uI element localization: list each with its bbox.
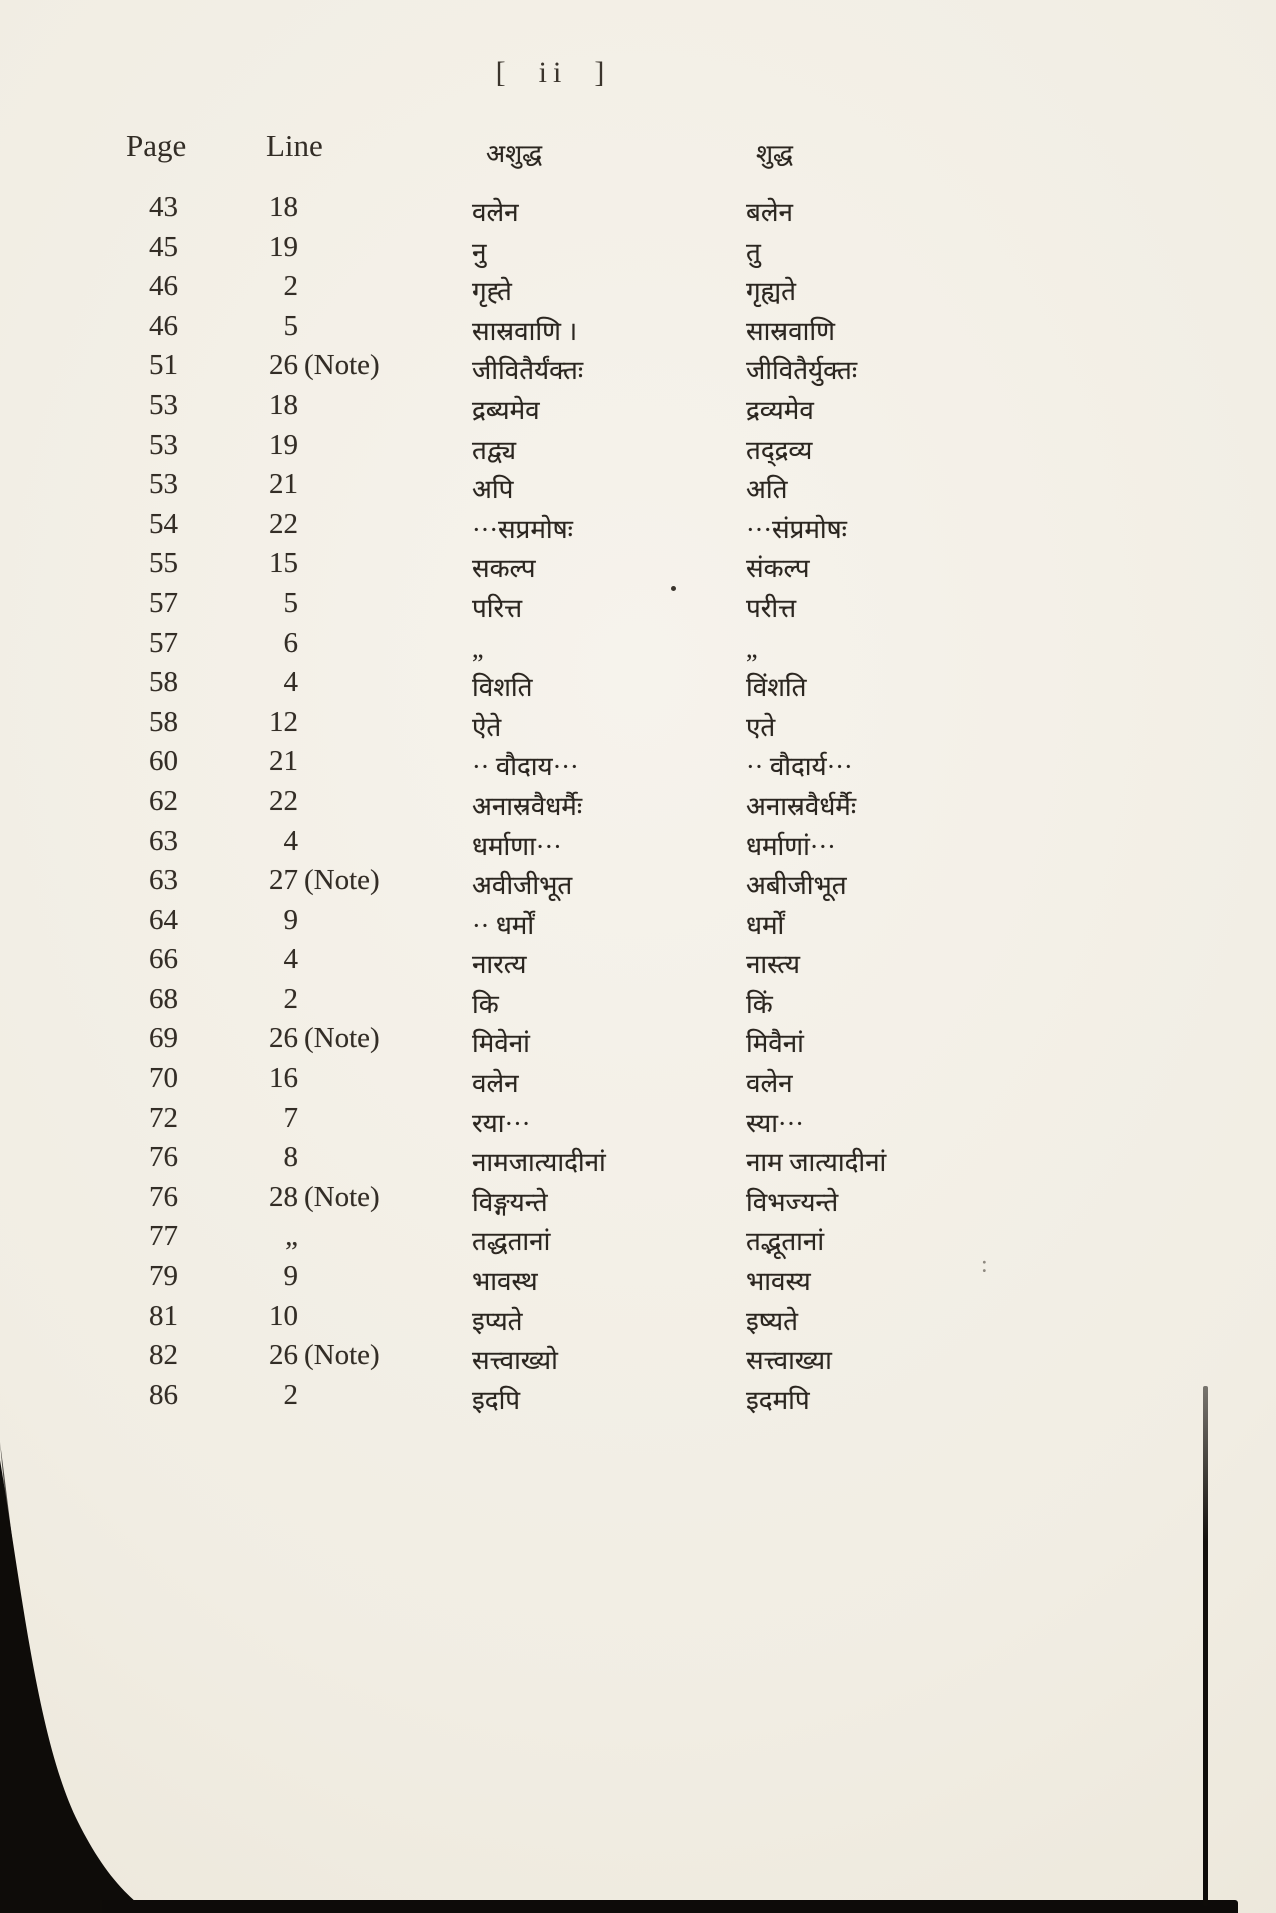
incorrect-cell: कि bbox=[472, 989, 499, 1019]
page-cell: 43 bbox=[149, 191, 178, 223]
column-header-line: Line bbox=[266, 128, 323, 163]
note-cell: (Note) bbox=[304, 1180, 380, 1213]
correct-cell: तद्भूतानां bbox=[746, 1227, 825, 1257]
line-cell: 6 bbox=[283, 626, 298, 659]
correct-cell: धर्माणां··· bbox=[746, 831, 836, 861]
incorrect-cell: विशति bbox=[472, 673, 533, 703]
table-row bbox=[0, 1380, 1276, 1420]
line-cell: 22 bbox=[269, 784, 298, 817]
table-row bbox=[0, 1103, 1276, 1143]
page-cell: 58 bbox=[149, 666, 178, 699]
page-cell: 53 bbox=[149, 468, 178, 501]
table-row bbox=[0, 1261, 1276, 1301]
line-cell: 12 bbox=[269, 705, 298, 738]
incorrect-cell: सत्त्वाख्यो bbox=[472, 1346, 558, 1376]
line-cell: 18 bbox=[269, 191, 298, 223]
correct-cell: धर्मों bbox=[746, 910, 785, 940]
incorrect-cell: ···सप्रमोषः bbox=[472, 514, 573, 544]
line-cell: 16 bbox=[269, 1062, 298, 1095]
incorrect-cell: गृह्ते bbox=[472, 277, 512, 307]
note-cell: (Note) bbox=[304, 864, 380, 897]
table-row bbox=[0, 1301, 1276, 1341]
page-cell: 57 bbox=[149, 586, 178, 619]
table-row bbox=[0, 1023, 1276, 1063]
incorrect-cell: सकल्प bbox=[472, 554, 536, 584]
scan-corner-smudge bbox=[0, 1442, 160, 1913]
correct-cell: वलेन bbox=[746, 1069, 793, 1099]
table-row bbox=[0, 469, 1276, 509]
correct-cell: सत्त्वाख्या bbox=[746, 1346, 832, 1376]
line-cell: 8 bbox=[283, 1141, 298, 1174]
correct-cell: इदमपि bbox=[746, 1385, 810, 1415]
table-row bbox=[0, 232, 1276, 272]
table-row bbox=[0, 1142, 1276, 1182]
correct-cell: „ bbox=[746, 633, 758, 663]
page-cell: 66 bbox=[149, 943, 178, 976]
line-cell: 19 bbox=[269, 230, 298, 263]
page-cell: 86 bbox=[149, 1378, 178, 1411]
incorrect-cell: इप्यते bbox=[472, 1306, 523, 1336]
line-cell: 10 bbox=[269, 1299, 298, 1332]
page-cell: 63 bbox=[149, 824, 178, 857]
correct-cell: भावस्य bbox=[746, 1267, 811, 1297]
line-cell: „ bbox=[285, 1220, 298, 1253]
incorrect-cell: धर्माणा··· bbox=[472, 831, 562, 861]
correct-cell: स्या··· bbox=[746, 1108, 804, 1138]
correct-cell: संकल्प bbox=[746, 554, 810, 584]
incorrect-cell: द्रब्यमेव bbox=[472, 395, 540, 425]
folio-page-number: [ ii ] bbox=[495, 56, 611, 89]
page-cell: 69 bbox=[149, 1022, 178, 1055]
column-header-page: Page bbox=[126, 128, 187, 163]
table-row bbox=[0, 1340, 1276, 1380]
table-row bbox=[0, 944, 1276, 984]
incorrect-cell: सास्रवाणि । bbox=[472, 316, 578, 346]
table-row bbox=[0, 865, 1276, 905]
line-cell: 2 bbox=[283, 1378, 298, 1411]
page-cell: 64 bbox=[149, 903, 178, 936]
table-row bbox=[0, 350, 1276, 390]
note-cell: (Note) bbox=[304, 1339, 380, 1372]
line-cell: 22 bbox=[269, 507, 298, 540]
table-row bbox=[0, 192, 1276, 232]
correct-cell: अबीजीभूत bbox=[746, 871, 847, 901]
line-cell: 15 bbox=[269, 547, 298, 580]
incorrect-cell: परित्त bbox=[472, 593, 523, 623]
page-cell: 45 bbox=[149, 230, 178, 263]
incorrect-cell: ·· धर्मों bbox=[472, 910, 535, 940]
page-cell: 72 bbox=[149, 1101, 178, 1134]
page-cell: 81 bbox=[149, 1299, 178, 1332]
line-cell: 2 bbox=[283, 270, 298, 303]
page-cell: 68 bbox=[149, 982, 178, 1015]
correct-cell: जीवितैर्युक्तः bbox=[746, 356, 858, 386]
line-cell: 9 bbox=[283, 903, 298, 936]
table-row bbox=[0, 588, 1276, 628]
table-row bbox=[0, 707, 1276, 747]
incorrect-cell: अनास्रवैधर्मैः bbox=[472, 791, 583, 821]
page-cell: 76 bbox=[149, 1180, 178, 1213]
errata-table bbox=[0, 192, 1276, 1419]
page-cell: 82 bbox=[149, 1339, 178, 1372]
page-cell: 55 bbox=[149, 547, 178, 580]
line-cell: 2 bbox=[283, 982, 298, 1015]
incorrect-cell: वलेन bbox=[472, 198, 519, 227]
scan-bottom-edge-bar bbox=[102, 1900, 1238, 1913]
correct-cell: द्रव्यमेव bbox=[746, 395, 814, 425]
table-row bbox=[0, 786, 1276, 826]
page-cell: 62 bbox=[149, 784, 178, 817]
page-cell: 63 bbox=[149, 864, 178, 897]
line-cell: 9 bbox=[283, 1260, 298, 1293]
table-row bbox=[0, 905, 1276, 945]
incorrect-cell: भावस्थ bbox=[472, 1267, 538, 1297]
page-cell: 76 bbox=[149, 1141, 178, 1174]
correct-cell: विंशति bbox=[746, 673, 807, 703]
correct-cell: अनास्रवैर्धर्मैः bbox=[746, 791, 857, 821]
correct-cell: इष्यते bbox=[746, 1306, 798, 1336]
table-row bbox=[0, 1063, 1276, 1103]
line-cell: 26 bbox=[269, 1339, 298, 1372]
note-cell: (Note) bbox=[304, 349, 380, 382]
incorrect-cell: रया··· bbox=[472, 1108, 531, 1138]
correct-cell: मिवैनां bbox=[746, 1029, 804, 1059]
incorrect-cell: नारत्य bbox=[472, 950, 527, 980]
line-cell: 26 bbox=[269, 1022, 298, 1055]
table-row bbox=[0, 430, 1276, 470]
table-row bbox=[0, 311, 1276, 351]
page-cell: 53 bbox=[149, 428, 178, 461]
incorrect-cell: नु bbox=[472, 237, 487, 267]
table-row bbox=[0, 271, 1276, 311]
correct-cell: बलेन bbox=[746, 198, 793, 227]
line-cell: 21 bbox=[269, 745, 298, 778]
table-row bbox=[0, 826, 1276, 866]
table-row bbox=[0, 667, 1276, 707]
incorrect-cell: अवीजीभूत bbox=[472, 871, 573, 901]
correct-cell: गृह्यते bbox=[746, 277, 796, 307]
line-cell: 26 bbox=[269, 349, 298, 382]
table-row bbox=[0, 390, 1276, 430]
line-cell: 27 bbox=[269, 864, 298, 897]
incorrect-cell: „ bbox=[472, 633, 484, 663]
correct-cell: सास्रवाणि bbox=[746, 316, 835, 346]
correct-cell: अति bbox=[746, 475, 788, 505]
correct-cell: विभज्यन्ते bbox=[746, 1187, 839, 1217]
column-header-correct: शुद्ध bbox=[756, 141, 793, 168]
incorrect-cell: तद्व्य bbox=[472, 435, 516, 465]
scan-ink-speck bbox=[671, 586, 676, 591]
line-cell: 28 bbox=[269, 1180, 298, 1213]
page-cell: 53 bbox=[149, 388, 178, 421]
incorrect-cell: मिवेनां bbox=[472, 1029, 530, 1059]
incorrect-cell: ऐते bbox=[472, 712, 502, 742]
correct-cell: परीत्त bbox=[746, 593, 797, 623]
incorrect-cell: विङ्गयन्ते bbox=[472, 1187, 548, 1217]
line-cell: 7 bbox=[283, 1101, 298, 1134]
incorrect-cell: इदपि bbox=[472, 1385, 521, 1415]
line-cell: 18 bbox=[269, 388, 298, 421]
correct-cell: तु bbox=[746, 237, 761, 267]
page-cell: 51 bbox=[149, 349, 178, 382]
line-cell: 5 bbox=[283, 309, 298, 342]
line-cell: 19 bbox=[269, 428, 298, 461]
correct-cell: नास्त्य bbox=[746, 950, 800, 980]
page-cell: 46 bbox=[149, 270, 178, 303]
correct-cell: ···संप्रमोषः bbox=[746, 514, 847, 544]
incorrect-cell: वलेन bbox=[472, 1069, 519, 1099]
correct-cell: एते bbox=[746, 712, 776, 742]
scan-faint-mark: : bbox=[981, 1252, 988, 1278]
table-row bbox=[0, 1182, 1276, 1222]
page-cell: 54 bbox=[149, 507, 178, 540]
table-row bbox=[0, 548, 1276, 588]
incorrect-cell: ·· वौदाय··· bbox=[472, 752, 579, 782]
page-cell: 58 bbox=[149, 705, 178, 738]
page-cell: 77 bbox=[149, 1220, 178, 1253]
page-cell: 57 bbox=[149, 626, 178, 659]
line-cell: 4 bbox=[283, 666, 298, 699]
page-cell: 79 bbox=[149, 1260, 178, 1293]
page-cell: 60 bbox=[149, 745, 178, 778]
page-cell: 46 bbox=[149, 309, 178, 342]
column-header-incorrect: अशुद्ध bbox=[486, 141, 543, 168]
table-row bbox=[0, 628, 1276, 668]
table-row bbox=[0, 984, 1276, 1024]
incorrect-cell: जीवितैर्यंक्तः bbox=[472, 356, 584, 386]
table-row bbox=[0, 509, 1276, 549]
incorrect-cell: नामजात्यादीनां bbox=[472, 1148, 606, 1178]
note-cell: (Note) bbox=[304, 1022, 380, 1055]
correct-cell: नाम जात्यादीनां bbox=[746, 1148, 887, 1178]
line-cell: 4 bbox=[283, 824, 298, 857]
table-row bbox=[0, 1221, 1276, 1261]
line-cell: 4 bbox=[283, 943, 298, 976]
incorrect-cell: अपि bbox=[472, 475, 514, 505]
table-row bbox=[0, 746, 1276, 786]
line-cell: 5 bbox=[283, 586, 298, 619]
line-cell: 21 bbox=[269, 468, 298, 501]
scan-right-edge-line bbox=[1203, 1386, 1208, 1906]
correct-cell: ·· वौदार्य··· bbox=[746, 752, 853, 782]
correct-cell: किं bbox=[746, 989, 773, 1019]
page-cell: 70 bbox=[149, 1062, 178, 1095]
table-header-row bbox=[0, 128, 1276, 172]
correct-cell: तद्द्रव्य bbox=[746, 435, 813, 465]
incorrect-cell: तद्धतानां bbox=[472, 1227, 551, 1257]
